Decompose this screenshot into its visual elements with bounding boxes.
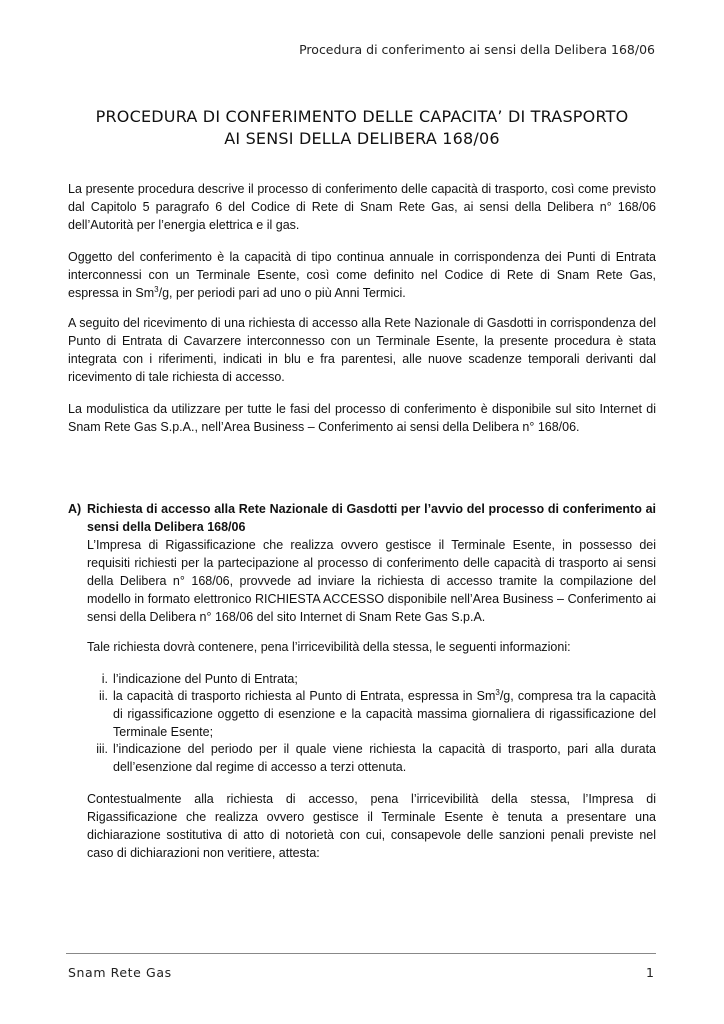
title-line-1: PROCEDURA DI CONFERIMENTO DELLE CAPACITA’ DI TRASPORTO <box>95 107 629 126</box>
list-item-text-end: /g, compresa tra la capacità di rigassificazione oggetto di esenzione e la capacità massima giornaliera di rigassificazione del Terminale Esente; <box>113 689 656 739</box>
section-a-body-2: Tale richiesta dovrà contenere, pena l’irricevibilità della stessa, le seguenti informazioni: <box>87 640 571 654</box>
section-letter: A) <box>68 502 82 516</box>
superscript: 3 <box>495 687 500 697</box>
title-line-2: AI SENSI DELLA DELIBERA 168/06 <box>224 129 500 148</box>
list-item-text: l’indicazione del periodo per il quale viene richiesta la capacità di trasporto, pari alla durata dell’esenzione dal regime di accesso a terzi ottenuta. <box>113 742 656 774</box>
intro-paragraph-2 <box>68 248 656 302</box>
intro-p2-text-end: /g, per periodi pari ad uno o più Anni Termici. <box>158 286 406 300</box>
intro-paragraph-4: La modulistica da utilizzare per tutte le fasi del processo di conferimento è disponibile sul sito Internet di Snam Rete Gas S.p.A., nell’Area Business – Conferimento ai sensi della Delibera n° 168/06. <box>68 402 656 434</box>
intro-paragraph-3: A seguito del ricevimento di una richiesta di accesso alla Rete Nazionale di Gasdotti in corrispondenza del Punto di Entrata di Cavarzere interconnesso con un Terminale Esente, la presente procedura è stata integrata con i riferimenti, indicati in blu e fra parentesi, alle nuove scadenze temporali derivanti dal ricevimento di tale richiesta di accesso. <box>68 316 656 384</box>
list-item-number: iii. <box>96 742 108 756</box>
footer-company: Snam Rete Gas <box>68 965 172 980</box>
superscript: 3 <box>154 284 159 294</box>
section-a-heading <box>68 500 656 536</box>
footer-divider <box>66 953 656 954</box>
list-item-text: l’indicazione del Punto di Entrata; <box>113 672 298 686</box>
section-a-body-1: L’Impresa di Rigassificazione che realizza ovvero gestisce il Terminale Esente, in possesso dei requisiti richiesti per la partecipazione al processo di conferimento delle capacità di trasporto ai sensi della Delibera n° 168/06, provvede ad inviare la richiesta di accesso tramite la compilazione del modello in formato elettronico RICHIESTA ACCESSO disponibile nell’Area Business – Conferimento ai sensi della Delibera n° 168/06 del sito Internet di Snam Rete Gas S.p.A. <box>87 538 656 624</box>
document-title <box>68 106 656 150</box>
intro-paragraph-1: La presente procedura descrive il processo di conferimento delle capacità di trasporto, così come previsto dal Capitolo 5 paragrafo 6 del Codice di Rete di Snam Rete Gas, ai sensi della Delibera n° 168/06 dell’Autorità per l’energia elettrica e il gas. <box>68 182 656 232</box>
section-a-body-3: Contestualmente alla richiesta di accesso, pena l’irricevibilità della stessa, l’Impresa di Rigassificazione che realizza ovvero gestisce il Terminale Esente è tenuta a presentare una dichiarazione sostitutiva di atto di notorietà con cui, consapevole delle sanzioni penali previste nel caso di dichiarazioni non veritiere, attesta: <box>87 792 656 860</box>
running-header: Procedura di conferimento ai sensi della Delibera 168/06 <box>299 42 655 57</box>
intro-p2-text: Oggetto del conferimento è la capacità di tipo continua annuale in corrispondenza dei Punti di Entrata interconnessi con un Terminale Esente, così come definito nel Codice di Rete di Snam Rete Gas, espressa in Sm <box>68 250 656 300</box>
list-item-number: i. <box>101 672 108 686</box>
page-number: 1 <box>646 965 654 980</box>
section-a-heading-text: Richiesta di accesso alla Rete Nazionale di Gasdotti per l’avvio del processo di conferimento ai sensi della Delibera 168/06 <box>87 502 656 534</box>
list-item <box>68 687 656 741</box>
list-item-text-start: la capacità di trasporto richiesta al Punto di Entrata, espressa in Sm <box>113 689 496 703</box>
list-item <box>68 670 656 688</box>
list-item <box>68 740 656 776</box>
list-item-text <box>113 687 656 741</box>
list-item-number: ii. <box>98 689 108 703</box>
